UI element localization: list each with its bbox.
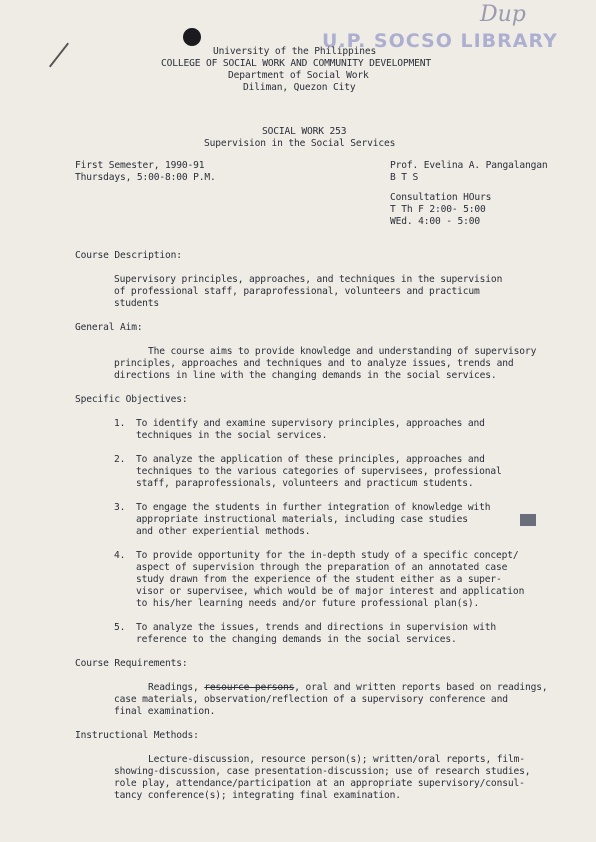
objective-line: techniques in the social services. [136, 430, 328, 441]
objective-line: To engage the students in further integration of knowledge with [136, 502, 491, 513]
objective-line: staff, paraprofessionals, volunteers and practicum students. [136, 478, 474, 489]
aim-line: The course aims to provide knowledge and understanding of supervisory [148, 346, 537, 357]
requirements-heading: Course Requirements: [75, 658, 188, 669]
objective-line: To provide opportunity for the in-depth study of a specific concept/ [136, 550, 519, 561]
objective-number: 5. [114, 622, 126, 633]
objective-line: to his/her learning needs and/or future professional plan(s). [136, 598, 480, 609]
instructor-name: Prof. Evelina A. Pangalangan [390, 160, 548, 171]
methods-line: role play, attendance/participation at an appropriate supervisory/consul- [114, 778, 525, 789]
objective-number: 3. [114, 502, 126, 513]
struck-text: resource persons [204, 682, 295, 693]
methods-heading: Instructional Methods: [75, 730, 199, 741]
handwritten-note [480, 2, 526, 27]
ink-blot: ███ [522, 516, 535, 524]
objectives-heading: Specific Objectives: [75, 394, 188, 405]
aim-line: principles, approaches and techniques and to analyze issues, trends and [114, 358, 514, 369]
handwritten-note-text: Dup [480, 2, 526, 27]
objective-line: aspect of supervision through the preparation of an annotated case [136, 562, 508, 573]
objective-line: To identify and examine supervisory principles, approaches and [136, 418, 485, 429]
objective-number: 1. [114, 418, 126, 429]
semester: First Semester, 1990-91 [75, 160, 205, 171]
university-name: University of the Philippines [213, 46, 377, 57]
requirements-text: , oral and written reports based on readings, [294, 682, 548, 693]
requirements-line: final examination. [114, 706, 216, 717]
methods-line: tancy conference(s); integrating final examination. [114, 790, 401, 801]
requirements-line [148, 682, 547, 694]
objective-line: appropriate instructional materials, including case studies [136, 514, 468, 525]
location: Diliman, Quezon City [243, 82, 356, 93]
objective-line: To analyze the issues, trends and directions in supervision with [136, 622, 497, 633]
objective-line: To analyze the application of these principles, approaches and [136, 454, 485, 465]
objective-line: reference to the changing demands in the social services. [136, 634, 457, 645]
objective-line: visor or supervisee, which would be of major interest and application [136, 586, 525, 597]
objective-number: 4. [114, 550, 126, 561]
department-name: Department of Social Work [228, 70, 369, 81]
course-title: Supervision in the Social Services [204, 138, 396, 149]
college-name: COLLEGE OF SOCIAL WORK AND COMMUNITY DEVELOPMENT [161, 58, 432, 69]
instructor-initials: B T S [390, 172, 419, 183]
ink-smudge [520, 514, 536, 527]
objective-line: techniques to the various categories of supervisees, professional [136, 466, 502, 477]
description-line: students [114, 298, 160, 309]
pen-mark [49, 43, 69, 68]
description-line: of professional staff, paraprofessional, volunteers and practicum [114, 286, 480, 297]
aim-heading: General Aim: [75, 322, 143, 333]
library-stamp-text: U.P. SOCSO LIBRARY [322, 30, 558, 52]
consultation-hours-1: T Th F 2:00- 5:00 [390, 204, 486, 215]
objective-line: study drawn from the experience of the student either as a super- [136, 574, 502, 585]
requirements-text: Readings, [148, 682, 205, 693]
methods-line: Lecture-discussion, resource person(s); written/oral reports, film- [148, 754, 525, 765]
consultation-label: Consultation HOurs [390, 192, 492, 203]
description-heading: Course Description: [75, 250, 182, 261]
class-time: Thursdays, 5:00-8:00 P.M. [75, 172, 216, 183]
requirements-line: case materials, observation/reflection of a supervisory conference and [114, 694, 508, 705]
objective-number: 2. [114, 454, 126, 465]
aim-line: directions in line with the changing demands in the social services. [114, 370, 497, 381]
objective-line: and other experiential methods. [136, 526, 311, 537]
punch-hole [183, 28, 201, 46]
description-line: Supervisory principles, approaches, and techniques in the supervision [114, 274, 503, 285]
course-code: SOCIAL WORK 253 [262, 126, 347, 137]
methods-line: showing-discussion, case presentation-discussion; use of research studies, [114, 766, 531, 777]
consultation-hours-2: WEd. 4:00 - 5:00 [390, 216, 481, 227]
